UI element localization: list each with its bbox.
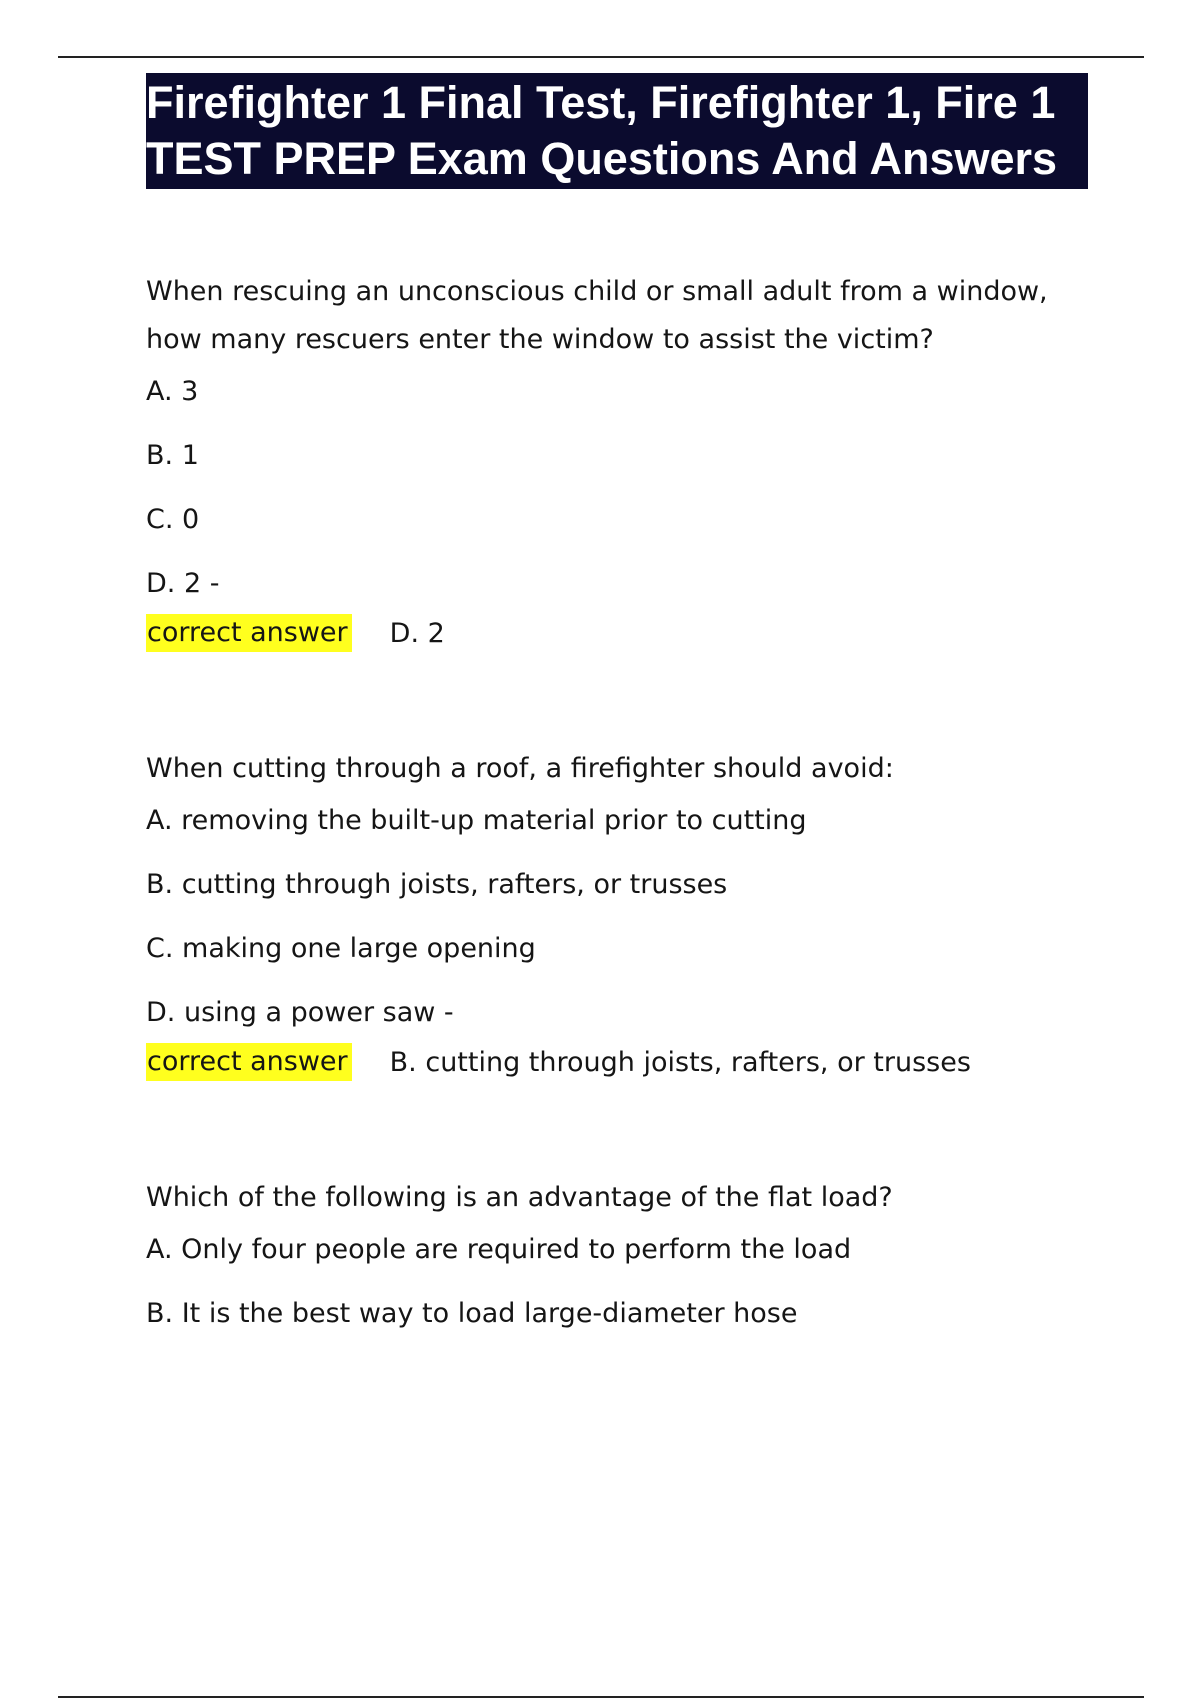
option-b: B. 1 [146,440,199,471]
option-d: D. using a power saw - [146,997,454,1028]
option-d: D. 2 - [146,568,220,599]
option-b: B. It is the best way to load large-diameter hose [146,1298,798,1329]
document-body [146,268,1106,1330]
question-1 [146,268,1106,651]
top-rule [58,56,1144,58]
answer-row [146,615,1106,651]
option-a: A. 3 [146,376,199,407]
option-a: A. Only four people are required to perform the load [146,1234,852,1265]
question-2 [146,745,1106,1080]
option-c: C. making one large opening [146,933,536,964]
document-title: Firefighter 1 Final Test, Firefighter 1, Fire 1 TEST PREP Exam Questions And Answers [146,73,1088,189]
correct-answer-highlight: correct answer [146,1043,352,1081]
correct-answer-value: B. cutting through joists, rafters, or trusses [389,1046,971,1078]
option-b: B. cutting through joists, rafters, or trusses [146,869,728,900]
question-text: When cutting through a roof, a firefighter should avoid: [146,753,894,784]
question-text: When rescuing an unconscious child or small adult from a window, how many rescuers enter the window to assist the victim? [146,276,1048,355]
option-a: A. removing the built-up material prior to cutting [146,805,807,836]
correct-answer-value: D. 2 [389,617,445,649]
option-c: C. 0 [146,504,200,535]
question-3 [146,1174,1106,1330]
bottom-rule [58,1696,1144,1698]
correct-answer-highlight: correct answer [146,614,352,652]
answer-row [146,1044,1106,1080]
question-text: Which of the following is an advantage of the flat load? [146,1182,893,1213]
